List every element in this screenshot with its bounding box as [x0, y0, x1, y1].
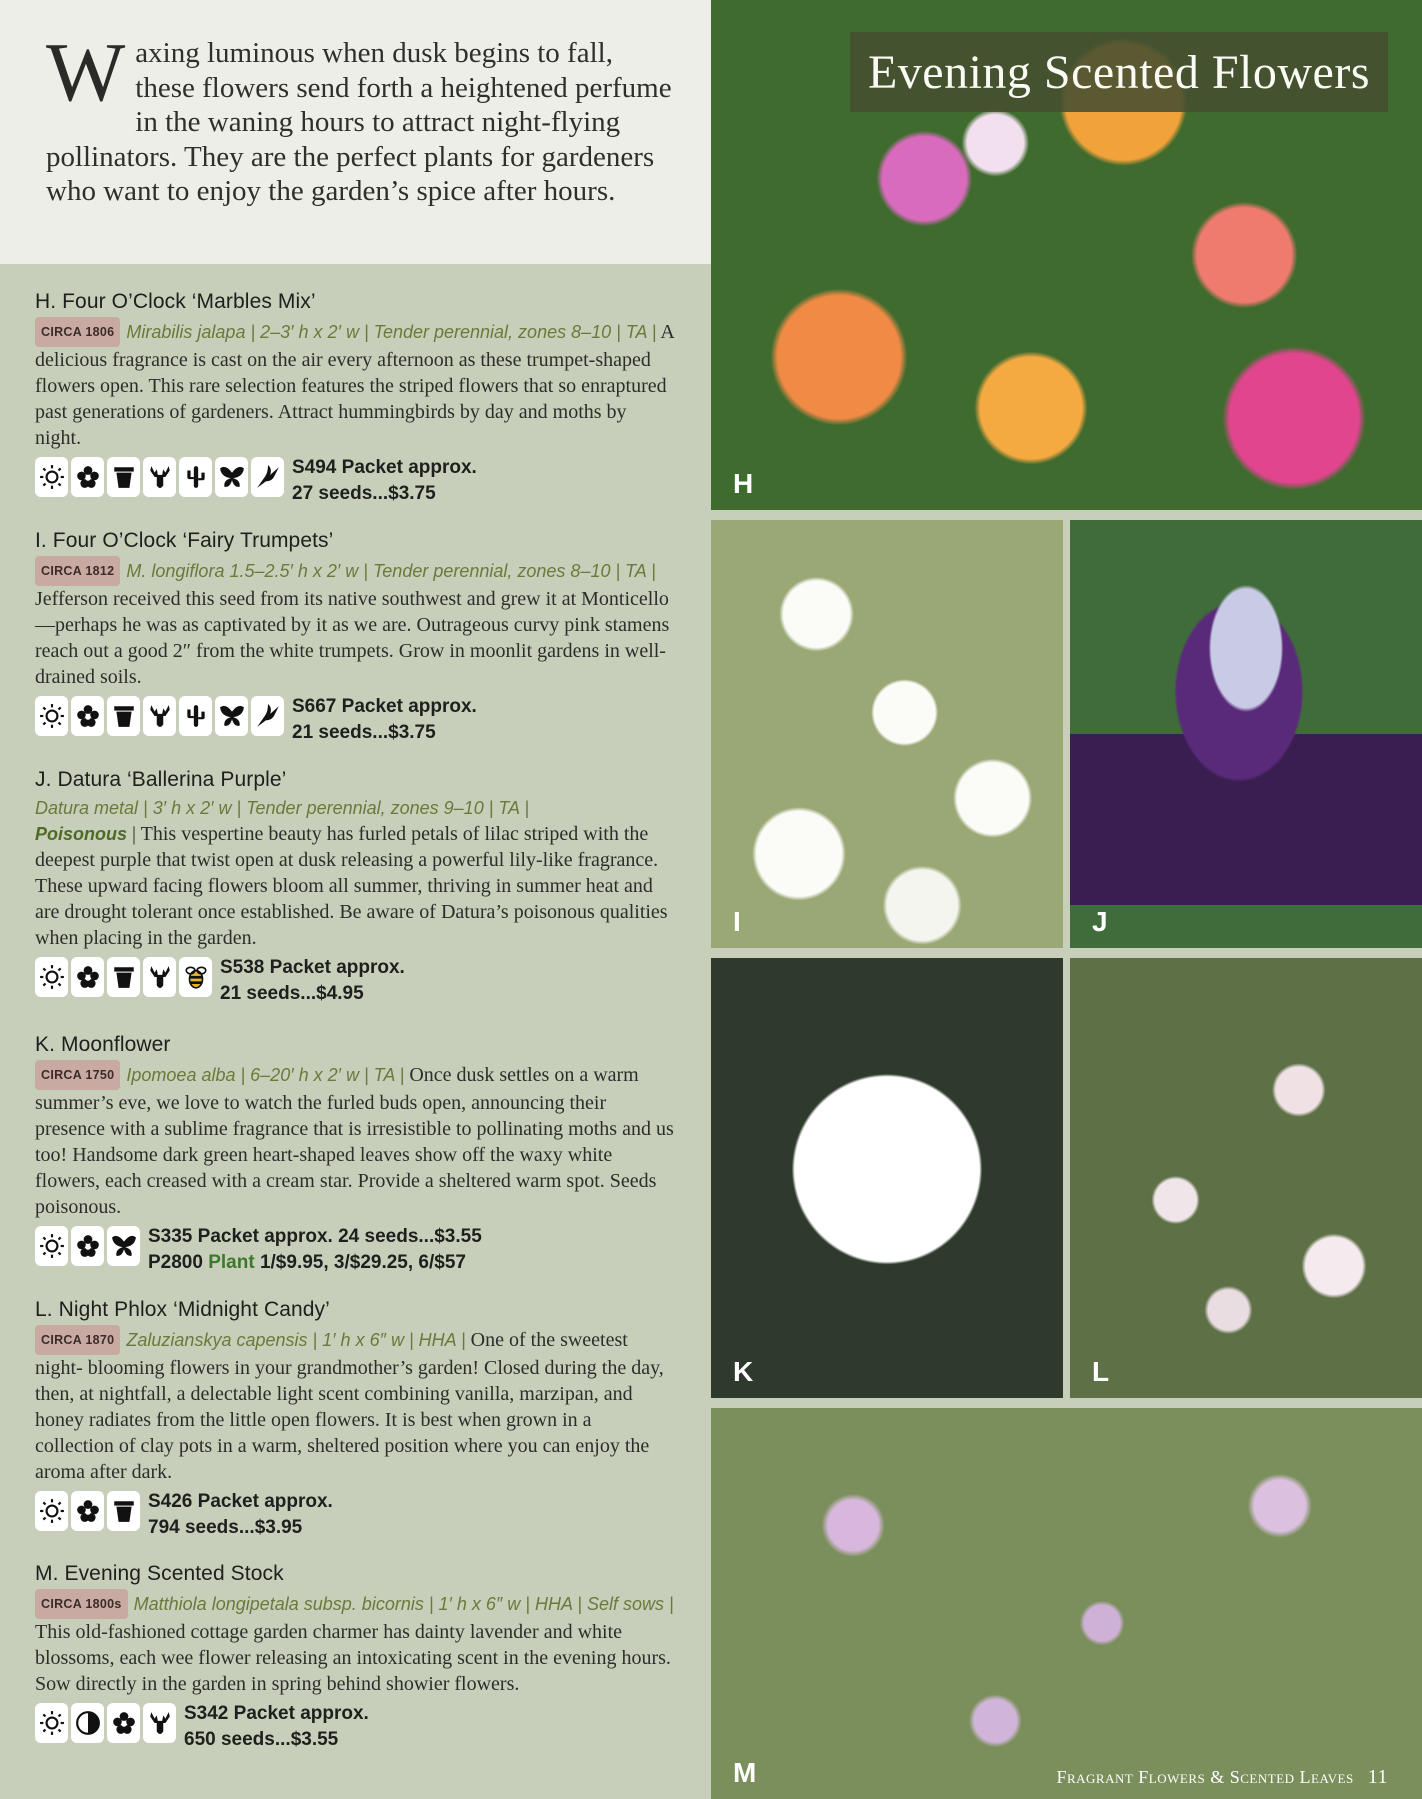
photo-datura-ballerina-purple — [1070, 520, 1422, 948]
entry-evening-scented-stock — [35, 1562, 675, 1753]
page-number: 11 — [1367, 1766, 1388, 1788]
pot-icon — [107, 457, 140, 497]
sun-icon — [35, 696, 68, 736]
drop-cap: W — [46, 26, 126, 119]
deer-icon — [143, 1703, 176, 1743]
sun-icon — [35, 1703, 68, 1743]
cactus-icon — [179, 696, 212, 736]
attribute-icons — [35, 696, 284, 736]
hummingbird-icon — [251, 696, 284, 736]
flower-icon — [71, 1491, 104, 1531]
hummingbird-icon — [251, 457, 284, 497]
plant-label: Plant — [208, 1252, 255, 1273]
sun-icon — [35, 457, 68, 497]
page-footer — [1056, 1766, 1388, 1789]
entry-description: CIRCA 1800s Matthiola longipetala subsp. bicornis | 1′ h x 6″ w | HHA | Self sows | This old-fashioned cottage garden charmer has dainty lavender and white blossoms, each wee flower releasing an intoxicating scent in the evening hours. Sow directly in the garden in spring behind showier flowers. — [35, 1589, 675, 1697]
botanical-info: Zaluzianskya capensis | 1′ h x 6″ w | HHA | — [126, 1330, 466, 1350]
photo-label: H — [733, 468, 754, 499]
pot-icon — [107, 696, 140, 736]
entry-heading: K. Moonflower — [35, 1033, 171, 1056]
entry-heading: L. Night Phlox ‘Midnight Candy’ — [35, 1298, 330, 1321]
page-title: Evening Scented Flowers — [867, 45, 1371, 99]
pot-icon — [107, 1491, 140, 1531]
entry-four-oclock-fairy-trumpets — [35, 529, 675, 746]
attribute-icons — [35, 1226, 140, 1266]
flower-icon — [71, 957, 104, 997]
entry-heading: J. Datura ‘Ballerina Purple’ — [35, 768, 287, 791]
half-sun-icon — [71, 1703, 104, 1743]
flower-icon — [71, 1226, 104, 1266]
entry-description: Datura metal | 3′ h x 2′ w | Tender perennial, zones 9–10 | TA | Poisonous | This vespertine beauty has furled petals of lilac striped with the deepest purple that twist open at dusk releasing a powerful lily-like fragrance. These upward facing flowers bloom all summer, thriving in summer heat and are drought tolerant once established. Be aware of Datura’s poisonous qualities when placing in the garden. — [35, 798, 668, 949]
deer-icon — [143, 957, 176, 997]
botanical-info: Datura metal | 3′ h x 2′ w | Tender perennial, zones 9–10 | TA | — [35, 798, 530, 818]
attribute-icons — [35, 957, 212, 997]
entry-description: CIRCA 1750 Ipomoea alba | 6–20′ h x 2′ w | TA | Once dusk settles on a warm summer’s eve, we love to watch the furled buds open, announcing their presence with a sublime fragrance that is irresistible to pollinating moths and us too! Handsome dark green heart-shaped leaves show off the waxy white flowers, each creased with a cream star. Provide a sheltered warm spot. Seeds poisonous. — [35, 1060, 675, 1220]
butterfly-icon — [107, 1226, 140, 1266]
intro-text: Waxing luminous when dusk begins to fall, these flowers send forth a heightened perfume in the waning hours to attract night-flying pollinators. They are the perfect plants for gardeners who want to enjoy the garden’s spice after hours. — [46, 26, 672, 207]
flower-icon — [107, 1703, 140, 1743]
photo-label: I — [733, 906, 741, 937]
order-row — [35, 1489, 675, 1541]
order-row — [35, 955, 675, 1007]
photo-label: L — [1092, 1356, 1110, 1387]
price-info: S667 Packet approx. 21 seeds...$3.75 — [292, 696, 477, 743]
order-row — [35, 455, 675, 507]
sun-icon — [35, 1491, 68, 1531]
photo-label: K — [733, 1356, 754, 1387]
butterfly-icon — [215, 696, 248, 736]
bee-icon — [179, 957, 212, 997]
circa-badge: CIRCA 1806 — [35, 317, 120, 347]
order-row — [35, 694, 675, 746]
botanical-info: M. longiflora 1.5–2.5′ h x 2′ w | Tender perennial, zones 8–10 | TA | — [126, 561, 656, 581]
attribute-icons — [35, 457, 284, 497]
entry-description: CIRCA 1870 Zaluzianskya capensis | 1′ h x 6″ w | HHA | One of the sweetest night- blooming flowers in your grandmother’s garden! Closed during the day, then, at nightfall, a delectable light scent combining vanilla, marzipan, and honey radiates from the little open flowers. It is best when grown in a collection of clay pots in a warm, sheltered position where you can enjoy the aroma after dark. — [35, 1325, 675, 1485]
title-banner — [850, 32, 1388, 112]
photo-label: M — [733, 1757, 757, 1788]
entry-night-phlox-midnight-candy — [35, 1298, 675, 1541]
photo-night-phlox — [1070, 958, 1422, 1398]
sun-icon — [35, 1226, 68, 1266]
entry-heading: I. Four O’Clock ‘Fairy Trumpets’ — [35, 529, 334, 552]
order-row — [35, 1224, 675, 1276]
footer-section: Fragrant Flowers & Scented Leaves — [1056, 1767, 1354, 1787]
cactus-icon — [179, 457, 212, 497]
deer-icon — [143, 457, 176, 497]
entry-datura-ballerina-purple — [35, 768, 675, 1007]
circa-badge: CIRCA 1812 — [35, 556, 120, 586]
botanical-info: Ipomoea alba | 6–20′ h x 2′ w | TA | — [126, 1065, 405, 1085]
deer-icon — [143, 696, 176, 736]
price-info: S426 Packet approx. 794 seeds...$3.95 — [148, 1491, 333, 1538]
sun-icon — [35, 957, 68, 997]
circa-badge: CIRCA 1800s — [35, 1589, 128, 1619]
circa-badge: CIRCA 1870 — [35, 1325, 120, 1355]
photo-label: J — [1092, 906, 1108, 937]
botanical-info: Mirabilis jalapa | 2–3′ h x 2′ w | Tender perennial, zones 8–10 | TA | — [126, 322, 657, 342]
entry-heading: H. Four O’Clock ‘Marbles Mix’ — [35, 290, 316, 313]
photo-evening-scented-stock — [711, 1408, 1422, 1799]
flower-icon — [71, 457, 104, 497]
attribute-icons — [35, 1703, 176, 1743]
entry-description: CIRCA 1806 Mirabilis jalapa | 2–3′ h x 2′ w | Tender perennial, zones 8–10 | TA | A delicious fragrance is cast on the air every afternoon as these trumpet-shaped flowers open. This rare selection features the striped flowers that so enraptured past generations of gardeners. Attract hummingbirds by day and moths by night. — [35, 317, 675, 451]
circa-badge: CIRCA 1750 — [35, 1060, 120, 1090]
entry-description: CIRCA 1812 M. longiflora 1.5–2.5′ h x 2′ w | Tender perennial, zones 8–10 | TA | Jefferson received this seed from its native southwest and grew it at Monticello—perhaps he was as captivated by it as we are. Outrageous curvy pink stamens reach out a good 2″ from the white trumpets. Grow in moonlit gardens in well-drained soils. — [35, 556, 675, 690]
photo-four-oclock-fairy-trumpets — [711, 520, 1063, 948]
flower-icon — [71, 696, 104, 736]
price-info: S494 Packet approx. 27 seeds...$3.75 — [292, 457, 477, 504]
entry-moonflower — [35, 1033, 675, 1276]
order-row — [35, 1701, 675, 1753]
photo-moonflower — [711, 958, 1063, 1398]
attribute-icons — [35, 1491, 140, 1531]
butterfly-icon — [215, 457, 248, 497]
price-info: S335 Packet approx. 24 seeds...$3.55 P2800 Plant 1/$9.95, 3/$29.25, 6/$57 — [148, 1226, 482, 1273]
price-info: S342 Packet approx. 650 seeds...$3.55 — [184, 1703, 369, 1750]
poisonous-label: Poisonous — [35, 824, 128, 844]
intro-panel — [0, 0, 711, 264]
price-info: S538 Packet approx. 21 seeds...$4.95 — [220, 957, 405, 1004]
pot-icon — [107, 957, 140, 997]
entry-four-oclock-marbles-mix — [35, 290, 675, 507]
entry-heading: M. Evening Scented Stock — [35, 1562, 284, 1585]
botanical-info: Matthiola longipetala subsp. bicornis | 1′ h x 6″ w | HHA | Self sows | — [133, 1594, 674, 1614]
